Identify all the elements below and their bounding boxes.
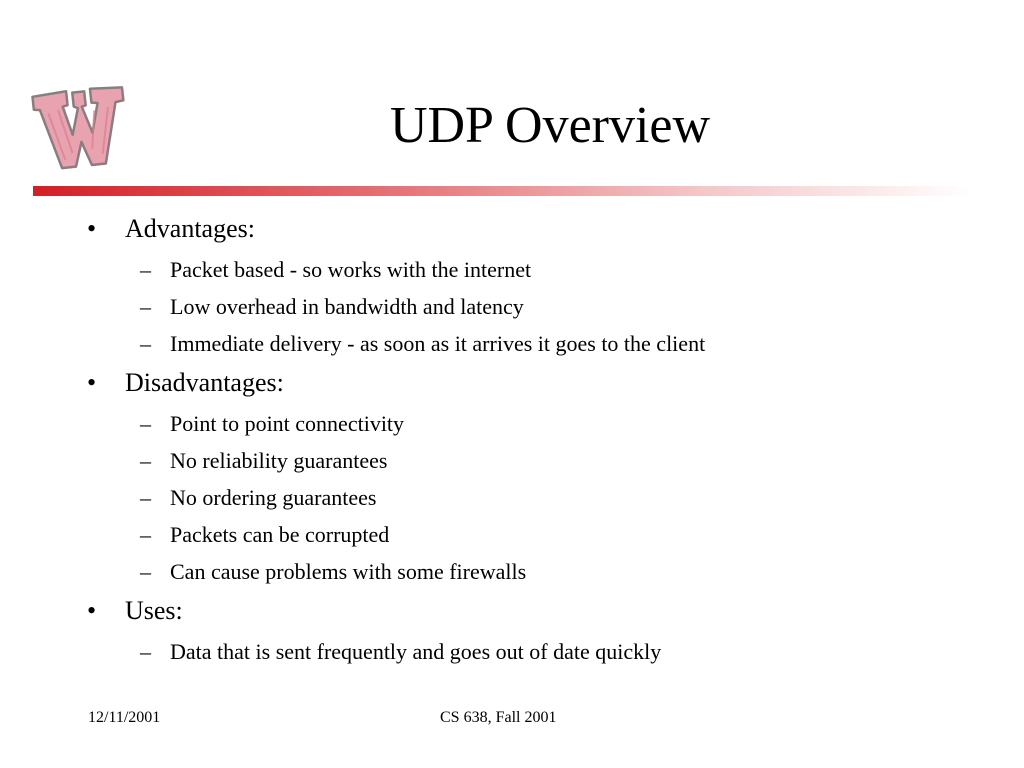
sub-bullet-text: Point to point connectivity xyxy=(170,411,405,436)
sub-bullet-text: Low overhead in bandwidth and latency xyxy=(170,294,524,319)
w-logo-icon xyxy=(30,78,130,178)
sub-bullet-text: Packet based - so works with the internet xyxy=(170,257,532,282)
dash-icon: – xyxy=(140,485,151,510)
bullet-disadvantages xyxy=(87,362,1024,405)
bullet-dot-icon: • xyxy=(87,596,97,625)
bullet-dot-icon: • xyxy=(87,368,97,397)
slide-content xyxy=(0,208,1024,670)
sub-bullet-text: Data that is sent frequently and goes out of date quickly xyxy=(170,639,662,664)
sub-bullet xyxy=(140,442,1024,479)
sub-bullet xyxy=(140,288,1024,325)
dash-icon: – xyxy=(140,522,151,547)
sub-bullet xyxy=(140,405,1024,442)
dash-icon: – xyxy=(140,294,151,319)
bullet-dot-icon: • xyxy=(87,214,97,243)
footer-course: CS 638, Fall 2001 xyxy=(440,709,557,726)
footer-date: 12/11/2001 xyxy=(88,709,161,726)
dash-icon: – xyxy=(140,331,151,356)
sub-bullet xyxy=(140,325,1024,362)
title-divider xyxy=(33,186,973,196)
sub-bullet xyxy=(140,251,1024,288)
sub-bullet-text: No ordering guarantees xyxy=(170,485,377,510)
dash-icon: – xyxy=(140,559,151,584)
bullet-advantages xyxy=(87,208,1024,251)
sub-bullet-text: No reliability guarantees xyxy=(170,448,388,473)
sub-bullet xyxy=(140,553,1024,590)
slide-title: UDP Overview xyxy=(389,97,711,154)
sub-bullet xyxy=(140,479,1024,516)
bullet-label: Uses: xyxy=(125,596,183,625)
dash-icon: – xyxy=(140,448,151,473)
sub-bullet xyxy=(140,633,1024,670)
bullet-label: Disadvantages: xyxy=(125,368,284,397)
sub-bullet-text: Packets can be corrupted xyxy=(170,522,390,547)
sub-bullet-text: Immediate delivery - as soon as it arrives it goes to the client xyxy=(170,331,706,356)
dash-icon: – xyxy=(140,639,151,664)
sub-bullet-text: Can cause problems with some firewalls xyxy=(170,559,527,584)
dash-icon: – xyxy=(140,257,151,282)
bullet-uses xyxy=(87,590,1024,633)
bullet-label: Advantages: xyxy=(125,214,255,243)
dash-icon: – xyxy=(140,411,151,436)
sub-bullet xyxy=(140,516,1024,553)
